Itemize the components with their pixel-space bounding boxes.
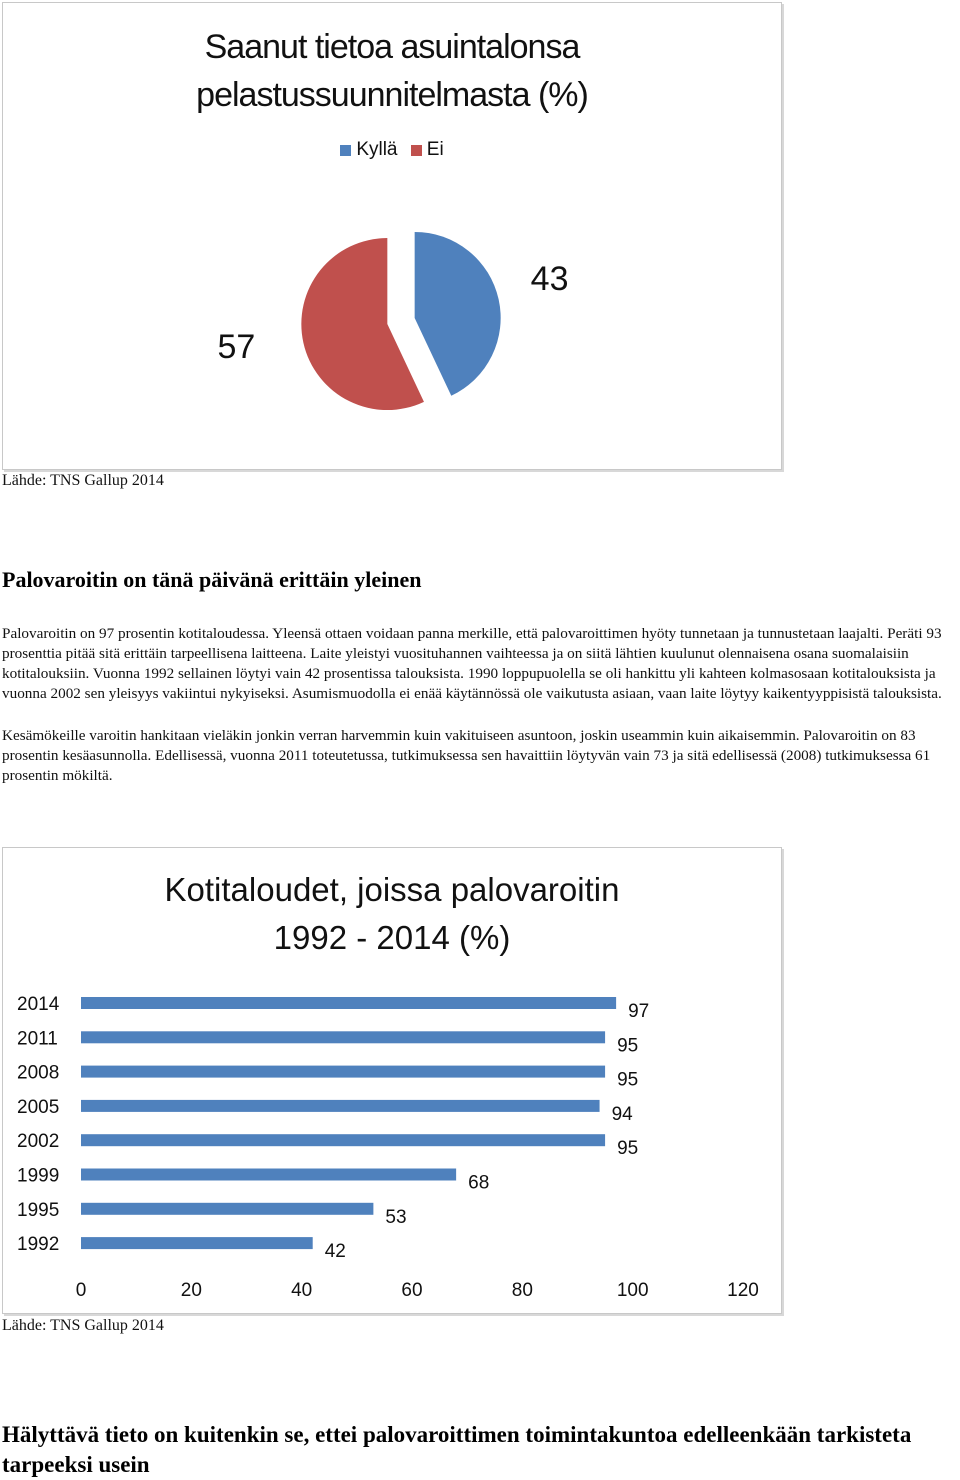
bar-1992 xyxy=(81,1237,313,1249)
section-heading-2: Hälyttävä tieto on kuitenkin se, ettei palovaroittimen toimintakuntoa edelleenkään tarkisteta tarpeeksi usein xyxy=(2,1422,912,1477)
pie-slice-ei xyxy=(301,238,424,410)
bar-value-label-2011: 95 xyxy=(617,1035,639,1057)
x-tick-label-100: 100 xyxy=(616,1280,649,1301)
bar-category-label-2002: 2002 xyxy=(17,1131,60,1153)
bar-2011 xyxy=(81,1031,605,1043)
bar-value-label-1999: 68 xyxy=(468,1172,490,1194)
pie-chart-plot xyxy=(3,3,781,469)
bar-category-label-2011: 2011 xyxy=(17,1028,58,1050)
bar-category-label-2014: 2014 xyxy=(17,994,60,1015)
bar-value-label-1995: 53 xyxy=(385,1206,407,1228)
bar-category-label-1992: 1992 xyxy=(17,1234,60,1256)
legend-label-kylla: Kyllä xyxy=(356,139,398,160)
legend-label-ei: Ei xyxy=(426,139,444,160)
bar-1995 xyxy=(81,1203,373,1215)
bar-1999 xyxy=(81,1169,456,1181)
bar-chart-panel xyxy=(2,847,782,1314)
bar-2002 xyxy=(81,1134,605,1146)
bar-value-label-2008: 95 xyxy=(617,1069,639,1091)
bar-value-label-2002: 95 xyxy=(617,1138,639,1160)
bar-2014 xyxy=(81,997,616,1009)
pie-label-kylla: 43 xyxy=(530,260,569,299)
x-tick-label-20: 20 xyxy=(180,1280,202,1301)
pie-chart-panel xyxy=(2,2,782,470)
bar-chart-plot xyxy=(3,848,781,1313)
bar-value-label-2014: 97 xyxy=(628,1001,650,1022)
bar-category-label-2008: 2008 xyxy=(17,1062,60,1084)
bar-value-label-1992: 42 xyxy=(324,1241,346,1263)
section-1-body xyxy=(2,624,958,786)
bar-chart-title-line2: 1992 - 2014 (%) xyxy=(273,919,511,956)
x-tick-label-80: 80 xyxy=(511,1280,533,1301)
x-tick-label-0: 0 xyxy=(75,1280,87,1301)
paragraph-1: Palovaroitin on 97 prosentin kotitaloudessa. Yleensä ottaen voidaan panna merkille, että palovaroittimen hyöty tunnetaan ja tunnustetaan laajalti. Peräti 93 prosenttia pitää sitä erittäin tarpeellisena laitteena. Laite yleistyi vuosituhannen vaihteessa ja on siitä lähtien kuulunut olennaisena osana suomalaisiin kotitalouksiin. Vuonna 1992 sellainen löytyi vain 42 prosentissa talouksista. 1990 loppupuolella se oli hankittu yli kahteen kolmasosaan kotitalouksista ja vuonna 2002 sen yleisyys vakiintui nykyiseksi. Asumismuodolla ei enää käytännössä ole vaikutusta asiaan, vaan laite löytyy kaikentyyppisistä talouksista. xyxy=(2,625,942,702)
pie-chart-title-line2: pelastussuunnitelmasta (%) xyxy=(196,76,588,114)
pie-chart-source: Lähde: TNS Gallup 2014 xyxy=(2,472,164,489)
pie-label-ei: 57 xyxy=(217,327,256,366)
paragraph-2: Kesämökeille varoitin hankitaan vieläkin jonkin verran harvemmin kuin vakituiseen asuntoon, joskin useammin kuin aikaisemmin. Palovaroitin on 83 prosentin kesäasunnolla. Edellisessä, vuonna 2011 toteutetussa, tutkimuksessa sen havaittiin löytyvän vain 73 ja sitä edellisessä (2008) tutkimuksessa 61 prosentin mökiltä. xyxy=(2,727,931,784)
pie-chart-title-line1: Saanut tietoa asuintalonsa xyxy=(204,28,580,66)
bar-category-label-2005: 2005 xyxy=(17,1096,60,1118)
bar-2008 xyxy=(81,1066,605,1078)
bar-category-label-1999: 1999 xyxy=(17,1165,60,1187)
bar-chart-source: Lähde: TNS Gallup 2014 xyxy=(2,1317,164,1334)
section-heading-1: Palovaroitin on tänä päivänä erittäin yleinen xyxy=(2,567,422,592)
bar-value-label-2005: 94 xyxy=(611,1103,633,1125)
bar-chart-title-line1: Kotitaloudet, joissa palovaroitin xyxy=(164,871,620,908)
pie-slice-kylla xyxy=(415,232,501,396)
x-tick-label-60: 60 xyxy=(401,1280,423,1301)
bar-2005 xyxy=(81,1100,600,1112)
x-tick-label-120: 120 xyxy=(727,1280,759,1301)
bar-category-label-1995: 1995 xyxy=(17,1199,60,1221)
x-tick-label-40: 40 xyxy=(291,1280,313,1301)
